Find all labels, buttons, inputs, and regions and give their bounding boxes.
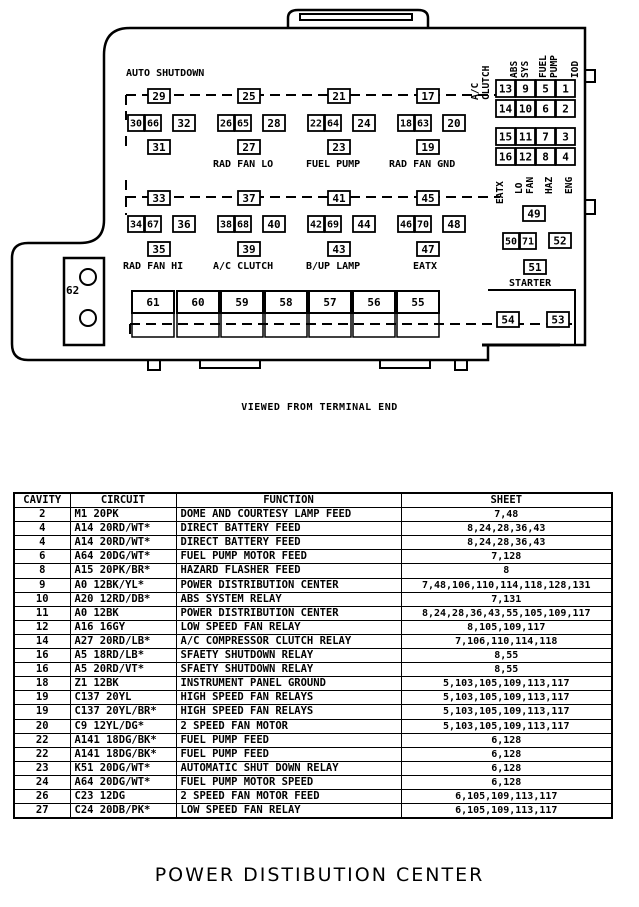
cavity-63 bbox=[415, 115, 431, 131]
cavity-number: 47 bbox=[421, 242, 435, 256]
label-bup-lamp: B/UP LAMP bbox=[306, 261, 361, 272]
cavity-number: 42 bbox=[309, 219, 323, 231]
table-row bbox=[14, 522, 612, 536]
cavity-33 bbox=[148, 191, 170, 205]
cavity-number: 56 bbox=[367, 296, 381, 309]
cavity-20 bbox=[443, 115, 465, 131]
cavity-number: 14 bbox=[498, 102, 513, 116]
cavity-number: 66 bbox=[146, 118, 160, 130]
cavity-number: 57 bbox=[323, 296, 337, 309]
function-cell: POWER DISTRIBUTION CENTER bbox=[176, 578, 401, 592]
cavity-number: 62 bbox=[66, 284, 80, 297]
sheet-cell: 6,128 bbox=[401, 761, 612, 775]
cavity-number: 63 bbox=[416, 118, 430, 130]
circuit-cell: C9 12YL/DG* bbox=[70, 719, 176, 733]
cavity-48 bbox=[443, 216, 465, 232]
label-fuel-pump: FUEL PUMP bbox=[306, 159, 361, 170]
vlabel-ac: A/C bbox=[470, 82, 481, 100]
function-cell: FUEL PUMP FEED bbox=[176, 733, 401, 747]
function-cell: LOW SPEED FAN RELAY bbox=[176, 804, 401, 819]
circuit-cell: A5 18RD/LB* bbox=[70, 649, 176, 663]
cavity-56 bbox=[353, 291, 395, 337]
function-cell: HIGH SPEED FAN RELAYS bbox=[176, 691, 401, 705]
cavity-number: 39 bbox=[242, 242, 256, 256]
cavity-2 bbox=[556, 100, 575, 117]
cavity-71 bbox=[520, 233, 536, 249]
cavity-number: 11 bbox=[518, 130, 533, 144]
vlabel-eatx: EATX bbox=[495, 181, 506, 204]
cavity-number: 5 bbox=[542, 82, 549, 96]
cavity-cell: 12 bbox=[14, 620, 70, 634]
table-row bbox=[14, 733, 612, 747]
cavity-number: 7 bbox=[542, 130, 549, 144]
cavity-1 bbox=[556, 80, 575, 97]
viewed-caption: VIEWED FROM TERMINAL END bbox=[241, 402, 398, 413]
cavity-number: 10 bbox=[518, 102, 533, 116]
cavity-42 bbox=[308, 216, 324, 232]
cavity-number: 30 bbox=[129, 118, 143, 130]
header-function: FUNCTION bbox=[176, 493, 401, 508]
cavity-68 bbox=[235, 216, 251, 232]
function-cell: SFAETY SHUTDOWN RELAY bbox=[176, 663, 401, 677]
cavity-number: 53 bbox=[551, 313, 565, 327]
cavity-number: 4 bbox=[562, 150, 569, 164]
vlabel-iod: IOD bbox=[570, 60, 581, 78]
cavity-number: 59 bbox=[235, 296, 249, 309]
vlabel-abs: ABS bbox=[509, 60, 520, 78]
vlabel-eng: ENG bbox=[564, 176, 575, 194]
cavity-47 bbox=[417, 242, 439, 256]
sheet-cell: 6,128 bbox=[401, 775, 612, 789]
sheet-cell: 8,24,28,36,43,55,105,109,117 bbox=[401, 606, 612, 620]
table-row bbox=[14, 508, 612, 522]
cavity-3 bbox=[556, 128, 575, 145]
vlabel-clutch: CLUTCH bbox=[481, 65, 492, 100]
cavity-cell: 16 bbox=[14, 663, 70, 677]
label-starter: STARTER bbox=[509, 278, 552, 289]
cavity-number: 24 bbox=[357, 116, 371, 130]
circuit-cell: A14 20RD/WT* bbox=[70, 522, 176, 536]
cavity-cell: 14 bbox=[14, 634, 70, 648]
sheet-cell: 7,106,110,114,118 bbox=[401, 634, 612, 648]
circuit-cell: M1 20PK bbox=[70, 508, 176, 522]
cavity-cell: 19 bbox=[14, 691, 70, 705]
cavity-number: 33 bbox=[152, 191, 166, 205]
circuit-cell: A64 20DG/WT* bbox=[70, 775, 176, 789]
cavity-number: 28 bbox=[267, 116, 281, 130]
circuit-cell: A20 12RD/DB* bbox=[70, 592, 176, 606]
cavity-number: 3 bbox=[562, 130, 569, 144]
cavity-number: 46 bbox=[399, 219, 413, 231]
cavity-number: 60 bbox=[191, 296, 205, 309]
cavity-65 bbox=[235, 115, 251, 131]
sheet-cell: 8 bbox=[401, 564, 612, 578]
cavity-number: 31 bbox=[152, 140, 166, 154]
cavity-57 bbox=[309, 291, 351, 337]
cavity-number: 55 bbox=[411, 296, 425, 309]
table-row bbox=[14, 634, 612, 648]
cavity-number: 15 bbox=[498, 130, 513, 144]
table-row bbox=[14, 747, 612, 761]
sheet-cell: 5,103,105,109,113,117 bbox=[401, 719, 612, 733]
cavity-44 bbox=[353, 216, 375, 232]
circuit-cell: C23 12DG bbox=[70, 789, 176, 803]
circuit-cell: A27 20RD/LB* bbox=[70, 634, 176, 648]
sheet-cell: 8,24,28,36,43 bbox=[401, 522, 612, 536]
cavity-18 bbox=[398, 115, 414, 131]
cavity-27 bbox=[238, 140, 260, 154]
cavity-34 bbox=[128, 216, 144, 232]
cavity-24 bbox=[353, 115, 375, 131]
cavity-number: 1 bbox=[562, 82, 569, 96]
cavity-30 bbox=[128, 115, 144, 131]
cavity-number: 37 bbox=[242, 191, 256, 205]
table-row bbox=[14, 705, 612, 719]
cavity-number: 25 bbox=[242, 89, 256, 103]
cavity-69 bbox=[325, 216, 341, 232]
cavity-number: 22 bbox=[309, 118, 323, 130]
function-cell: FUEL PUMP MOTOR FEED bbox=[176, 550, 401, 564]
cavity-cell: 19 bbox=[14, 705, 70, 719]
cavity-number: 36 bbox=[177, 217, 191, 231]
table-row bbox=[14, 677, 612, 691]
vlabel-fuel: FUEL bbox=[538, 55, 549, 78]
sheet-cell: 6,105,109,113,117 bbox=[401, 804, 612, 819]
cavity-cell: 10 bbox=[14, 592, 70, 606]
cavity-number: 54 bbox=[501, 313, 515, 327]
cavity-number: 68 bbox=[236, 219, 250, 231]
cavity-21 bbox=[328, 89, 350, 103]
cavity-number: 35 bbox=[152, 242, 166, 256]
cavity-28 bbox=[263, 115, 285, 131]
circuit-cell: A64 20DG/WT* bbox=[70, 550, 176, 564]
cavity-number: 8 bbox=[542, 150, 549, 164]
function-cell: LOW SPEED FAN RELAY bbox=[176, 620, 401, 634]
cavity-29 bbox=[148, 89, 170, 103]
cavity-number: 69 bbox=[326, 219, 340, 231]
function-cell: DIRECT BATTERY FEED bbox=[176, 536, 401, 550]
header-circuit: CIRCUIT bbox=[70, 493, 176, 508]
cavity-cell: 4 bbox=[14, 536, 70, 550]
function-cell: A/C COMPRESSOR CLUTCH RELAY bbox=[176, 634, 401, 648]
cavity-67 bbox=[145, 216, 161, 232]
cavity-50 bbox=[503, 233, 519, 249]
cavity-number: 43 bbox=[332, 242, 346, 256]
cavity-number: 64 bbox=[326, 118, 340, 130]
circuit-cell: A141 18DG/BK* bbox=[70, 747, 176, 761]
cavity-45 bbox=[417, 191, 439, 205]
cavity-22 bbox=[308, 115, 324, 131]
table-row bbox=[14, 536, 612, 550]
cavity-39 bbox=[238, 242, 260, 256]
cavity-5 bbox=[536, 80, 555, 97]
header-cavity: CAVITY bbox=[14, 493, 70, 508]
cavity-14 bbox=[496, 100, 515, 117]
table-row bbox=[14, 663, 612, 677]
function-cell: HIGH SPEED FAN RELAYS bbox=[176, 705, 401, 719]
sheet-cell: 8,55 bbox=[401, 663, 612, 677]
cavity-cell: 8 bbox=[14, 564, 70, 578]
cavity-11 bbox=[516, 128, 535, 145]
table-row bbox=[14, 691, 612, 705]
table-row bbox=[14, 564, 612, 578]
sheet-cell: 7,128 bbox=[401, 550, 612, 564]
cavity-number: 41 bbox=[332, 191, 346, 205]
cavity-cell: 24 bbox=[14, 775, 70, 789]
vlabel-fan: FAN bbox=[525, 176, 536, 194]
function-cell: AUTOMATIC SHUT DOWN RELAY bbox=[176, 761, 401, 775]
cavity-70 bbox=[415, 216, 431, 232]
cavity-number: 2 bbox=[562, 102, 569, 116]
fuse-box-diagram bbox=[0, 0, 639, 400]
cavity-16 bbox=[496, 148, 515, 165]
circuit-cell: A141 18DG/BK* bbox=[70, 733, 176, 747]
table-row bbox=[14, 804, 612, 819]
cavity-cell: 26 bbox=[14, 789, 70, 803]
cavity-number: 27 bbox=[242, 140, 256, 154]
table-row bbox=[14, 649, 612, 663]
cavity-52 bbox=[549, 233, 571, 248]
header-sheet: SHEET bbox=[401, 493, 612, 508]
cavity-cell: 20 bbox=[14, 719, 70, 733]
circuit-cell: A5 20RD/VT* bbox=[70, 663, 176, 677]
cavity-number: 45 bbox=[421, 191, 435, 205]
cavity-6 bbox=[536, 100, 555, 117]
function-cell: ABS SYSTEM RELAY bbox=[176, 592, 401, 606]
circuit-cell: K51 20DG/WT* bbox=[70, 761, 176, 775]
cavity-number: 65 bbox=[236, 118, 250, 130]
cavity-number: 32 bbox=[177, 116, 191, 130]
cavity-61 bbox=[132, 291, 174, 337]
cavity-number: 70 bbox=[416, 219, 430, 231]
cavity-32 bbox=[173, 115, 195, 131]
vlabel-sys: SYS bbox=[520, 60, 531, 78]
cavity-number: 13 bbox=[498, 82, 513, 96]
cavity-number: 20 bbox=[447, 116, 461, 130]
cavity-cell: 2 bbox=[14, 508, 70, 522]
label-rad-fan-gnd: RAD FAN GND bbox=[389, 159, 456, 170]
sheet-cell: 6,128 bbox=[401, 733, 612, 747]
cavity-35 bbox=[148, 242, 170, 256]
circuit-cell: Z1 12BK bbox=[70, 677, 176, 691]
sheet-cell: 6,105,109,113,117 bbox=[401, 789, 612, 803]
vlabel-pump: PUMP bbox=[549, 55, 560, 78]
sheet-cell: 5,103,105,109,113,117 bbox=[401, 677, 612, 691]
label-rad-fan-lo: RAD FAN LO bbox=[213, 159, 274, 170]
cavity-number: 9 bbox=[522, 82, 529, 96]
cavity-number: 44 bbox=[357, 217, 371, 231]
function-cell: DIRECT BATTERY FEED bbox=[176, 522, 401, 536]
table-row bbox=[14, 578, 612, 592]
function-cell: SFAETY SHUTDOWN RELAY bbox=[176, 649, 401, 663]
cavity-59 bbox=[221, 291, 263, 337]
circuit-cell: C137 20YL bbox=[70, 691, 176, 705]
function-cell: POWER DISTRIBUTION CENTER bbox=[176, 606, 401, 620]
cavity-number: 29 bbox=[152, 89, 166, 103]
cavity-49 bbox=[523, 206, 545, 221]
cavity-number: 50 bbox=[504, 236, 518, 248]
cavity-10 bbox=[516, 100, 535, 117]
label-ac-clutch: A/C CLUTCH bbox=[213, 261, 274, 272]
cavity-4 bbox=[556, 148, 575, 165]
cavity-number: 26 bbox=[219, 118, 233, 130]
cavity-cell: 4 bbox=[14, 522, 70, 536]
cavity-cell: 22 bbox=[14, 747, 70, 761]
cavity-number: 23 bbox=[332, 140, 346, 154]
cavity-number: 21 bbox=[332, 89, 346, 103]
sheet-cell: 8,55 bbox=[401, 649, 612, 663]
cavity-66 bbox=[145, 115, 161, 131]
cavity-cell: 23 bbox=[14, 761, 70, 775]
cavity-number: 17 bbox=[421, 89, 435, 103]
cavity-number: 52 bbox=[553, 234, 567, 248]
cavity-number: 51 bbox=[528, 260, 542, 274]
cavity-19 bbox=[417, 140, 439, 154]
table-row bbox=[14, 789, 612, 803]
table-row bbox=[14, 592, 612, 606]
cavity-number: 16 bbox=[498, 150, 513, 164]
function-cell: 2 SPEED FAN MOTOR bbox=[176, 719, 401, 733]
table-row bbox=[14, 761, 612, 775]
cavity-number: 34 bbox=[129, 219, 143, 231]
cavity-38 bbox=[218, 216, 234, 232]
cavity-cell: 27 bbox=[14, 804, 70, 819]
cavity-number: 67 bbox=[146, 219, 160, 231]
cavity-58 bbox=[265, 291, 307, 337]
cavity-number: 40 bbox=[267, 217, 281, 231]
table-header-row bbox=[14, 493, 612, 508]
cavity-23 bbox=[328, 140, 350, 154]
sheet-cell: 7,131 bbox=[401, 592, 612, 606]
circuit-cell: A14 20RD/WT* bbox=[70, 536, 176, 550]
cavity-number: 49 bbox=[527, 207, 541, 221]
sheet-cell: 6,128 bbox=[401, 747, 612, 761]
cavity-41 bbox=[328, 191, 350, 205]
cavity-53 bbox=[547, 312, 569, 327]
cavity-number: 6 bbox=[542, 102, 549, 116]
cavity-17 bbox=[417, 89, 439, 103]
cavity-number: 12 bbox=[518, 150, 533, 164]
cavity-37 bbox=[238, 191, 260, 205]
table-row bbox=[14, 550, 612, 564]
table-row bbox=[14, 775, 612, 789]
cavity-40 bbox=[263, 216, 285, 232]
function-cell: DOME AND COURTESY LAMP FEED bbox=[176, 508, 401, 522]
cavity-cell: 6 bbox=[14, 550, 70, 564]
sheet-cell: 7,48,106,110,114,118,128,131 bbox=[401, 578, 612, 592]
cavity-64 bbox=[325, 115, 341, 131]
label-auto-shutdown: AUTO SHUTDOWN bbox=[126, 68, 205, 79]
cavity-26 bbox=[218, 115, 234, 131]
cavity-number: 48 bbox=[447, 217, 461, 231]
sheet-cell: 7,48 bbox=[401, 508, 612, 522]
cavity-46 bbox=[398, 216, 414, 232]
sheet-cell: 8,105,109,117 bbox=[401, 620, 612, 634]
table-row bbox=[14, 620, 612, 634]
cavity-25 bbox=[238, 89, 260, 103]
circuit-cell: A15 20PK/BR* bbox=[70, 564, 176, 578]
circuit-cell: A16 16GY bbox=[70, 620, 176, 634]
function-cell: FUEL PUMP MOTOR SPEED bbox=[176, 775, 401, 789]
cavity-cell: 16 bbox=[14, 649, 70, 663]
function-cell: 2 SPEED FAN MOTOR FEED bbox=[176, 789, 401, 803]
circuit-cell: A0 12BK/YL* bbox=[70, 578, 176, 592]
sheet-cell: 8,24,28,36,43 bbox=[401, 536, 612, 550]
table-row bbox=[14, 606, 612, 620]
sheet-cell: 5,103,105,109,113,117 bbox=[401, 705, 612, 719]
cavity-31 bbox=[148, 140, 170, 154]
cavity-12 bbox=[516, 148, 535, 165]
cavity-cell: 22 bbox=[14, 733, 70, 747]
terminal-62b bbox=[80, 310, 96, 326]
cavity-54 bbox=[497, 312, 519, 327]
cavity-7 bbox=[536, 128, 555, 145]
cavity-55 bbox=[397, 291, 439, 337]
cavity-table bbox=[13, 492, 613, 819]
vlabel-haz: HAZ bbox=[544, 176, 555, 194]
page-caption: POWER DISTIBUTION CENTER bbox=[154, 864, 485, 886]
label-rad-fan-hi: RAD FAN HI bbox=[123, 261, 184, 272]
cavity-60 bbox=[177, 291, 219, 337]
cavity-43 bbox=[328, 242, 350, 256]
cavity-8 bbox=[536, 148, 555, 165]
cavity-number: 38 bbox=[219, 219, 233, 231]
cavity-number: 19 bbox=[421, 140, 435, 154]
cavity-number: 61 bbox=[146, 296, 160, 309]
circuit-cell: A0 12BK bbox=[70, 606, 176, 620]
vlabel-lo: LO bbox=[514, 182, 525, 194]
cavity-13 bbox=[496, 80, 515, 97]
cavity-36 bbox=[173, 216, 195, 232]
cavity-cell: 9 bbox=[14, 578, 70, 592]
sheet-cell: 5,103,105,109,113,117 bbox=[401, 691, 612, 705]
cavity-number: 18 bbox=[399, 118, 413, 130]
cavity-number: 58 bbox=[279, 296, 293, 309]
cavity-cell: 11 bbox=[14, 606, 70, 620]
cavity-cell: 18 bbox=[14, 677, 70, 691]
function-cell: FUEL PUMP FEED bbox=[176, 747, 401, 761]
label-eatx: EATX bbox=[413, 261, 438, 272]
circuit-cell: C24 20DB/PK* bbox=[70, 804, 176, 819]
cavity-62 bbox=[66, 284, 79, 297]
cavity-51 bbox=[524, 260, 546, 274]
circuit-cell: C137 20YL/BR* bbox=[70, 705, 176, 719]
terminal-62a bbox=[80, 269, 96, 285]
function-cell: HAZARD FLASHER FEED bbox=[176, 564, 401, 578]
table-row bbox=[14, 719, 612, 733]
function-cell: INSTRUMENT PANEL GROUND bbox=[176, 677, 401, 691]
cavity-15 bbox=[496, 128, 515, 145]
cavity-9 bbox=[516, 80, 535, 97]
cavity-number: 71 bbox=[521, 236, 535, 248]
